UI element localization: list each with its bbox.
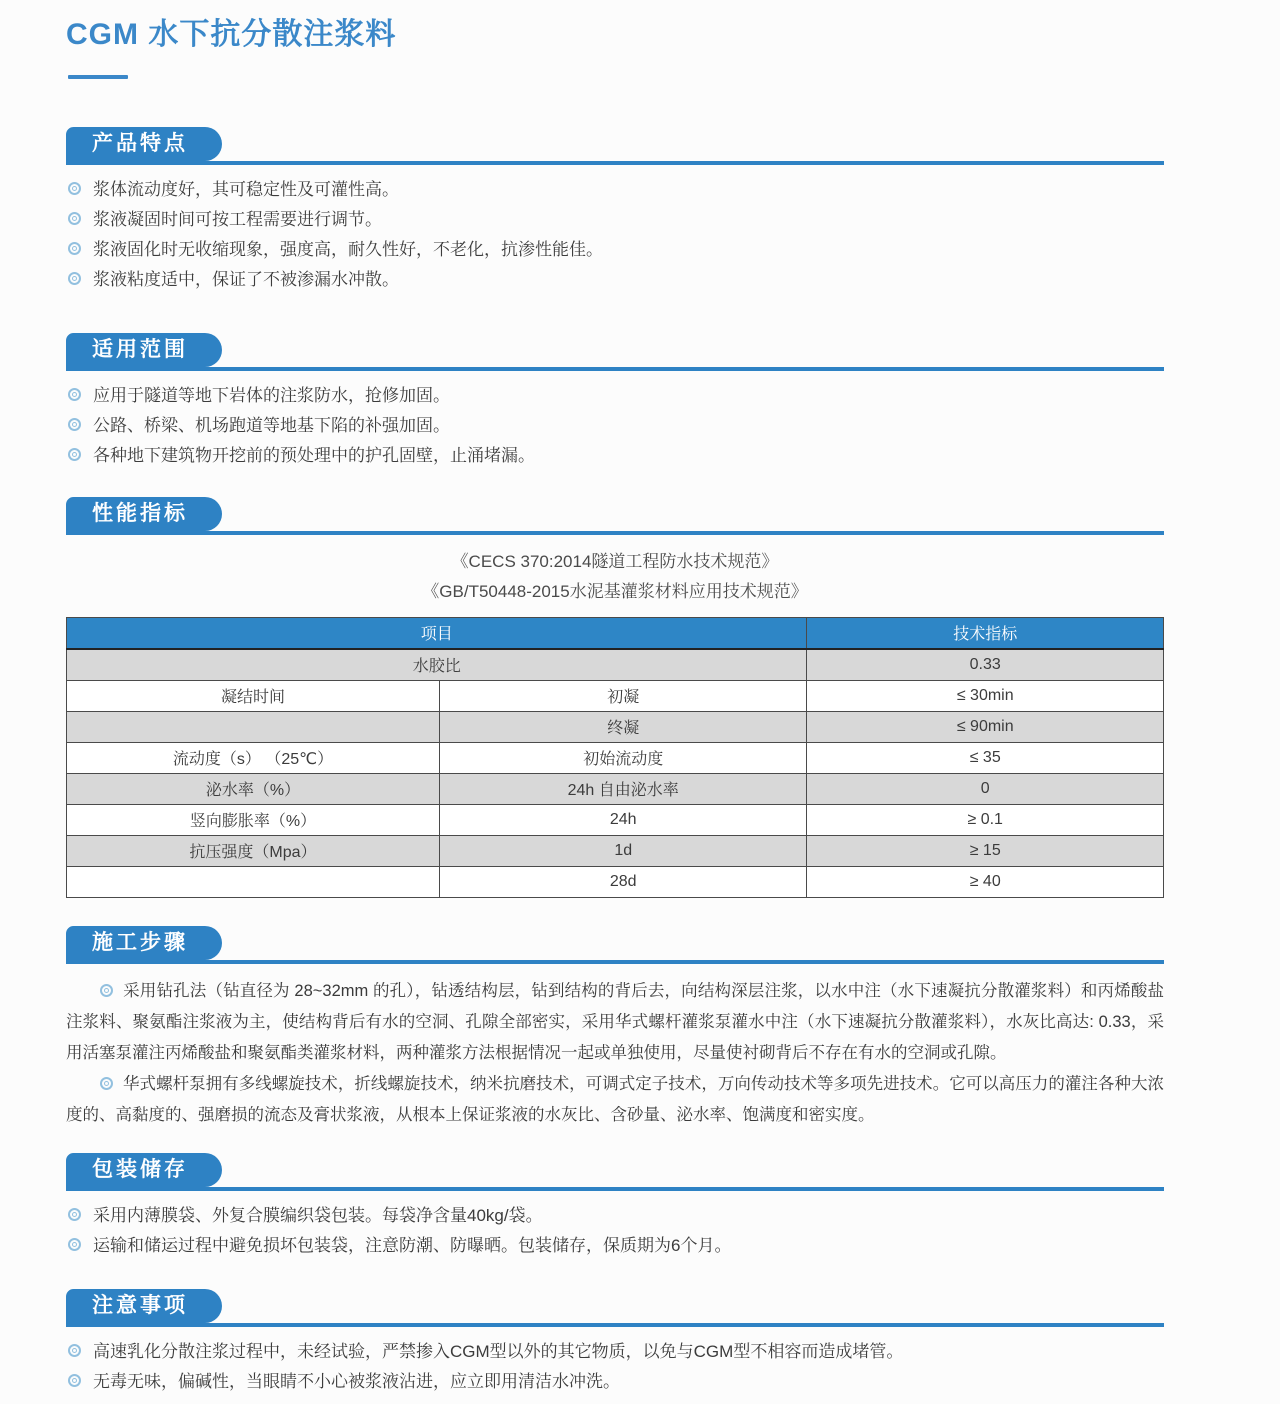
bullet-ring-icon — [100, 984, 113, 997]
table-cell: 初凝 — [439, 680, 806, 711]
table-cell: 终凝 — [439, 711, 806, 742]
list-item — [66, 205, 1164, 235]
table-row — [67, 742, 1164, 773]
list-item — [66, 411, 1164, 441]
list-item-text: 浆液固化时无收缩现象，强度高，耐久性好，不老化，抗渗性能佳。 — [93, 239, 603, 259]
list-item — [66, 1337, 1164, 1367]
table-cell: 24h 自由泌水率 — [439, 773, 806, 804]
table-row — [67, 866, 1164, 897]
construction-header-rule — [66, 926, 1164, 964]
table-cell — [67, 866, 440, 897]
performance-table — [66, 617, 1164, 898]
section-scope — [66, 333, 1164, 471]
list-item-text: 采用内薄膜袋、外复合膜编织袋包装。每袋净含量40kg/袋。 — [93, 1205, 543, 1225]
features-tab: 产品特点 — [66, 127, 222, 161]
table-cell: 凝结时间 — [67, 680, 440, 711]
page-title: CGM 水下抗分散注浆料 — [66, 18, 397, 51]
construction-paragraph: 采用钻孔法（钻直径为 28~32mm 的孔），钻透结构层，钻到结构的背后去，向结构深层注浆，以水中注（水下速凝抗分散灌浆料）和丙烯酸盐注浆料、聚氨酯注浆液为主，使结构背后有水的空洞、孔隙全部密实，采用华式螺杆灌浆泵灌水中注（水下速凝抗分散灌浆料），水灰比高达: 0.33，采用活塞泵灌注丙烯酸盐和聚氨酯类灌浆材料，两种灌浆方法根据情况一起或单独使用，尽量使衬砌背后不存在有水的空洞或孔隙。 — [66, 981, 1164, 1062]
table-cell: 竖向膨胀率（%） — [67, 804, 440, 835]
standard-reference: 《GB/T50448-2015水泥基灌浆材料应用技术规范》 — [422, 581, 808, 601]
bullet-ring-icon — [100, 1077, 113, 1090]
list-item-text: 浆液粘度适中，保证了不被渗漏水冲散。 — [93, 269, 399, 289]
list-item-text: 无毒无味，偏碱性，当眼睛不小心被浆液沾进，应立即用清洁水冲洗。 — [93, 1371, 620, 1391]
table-cell: ≥ 0.1 — [807, 804, 1164, 835]
bullet-ring-icon — [68, 1344, 81, 1357]
column-header-spec: 技术指标 — [807, 617, 1164, 649]
table-cell: 0 — [807, 773, 1164, 804]
performance-tab: 性能指标 — [66, 497, 222, 531]
section-features — [66, 127, 1164, 295]
doc-header — [66, 18, 1164, 79]
table-row — [67, 711, 1164, 742]
table-cell: 初始流动度 — [439, 742, 806, 773]
list-item — [66, 441, 1164, 471]
table-cell: 28d — [439, 866, 806, 897]
list-item-text: 应用于隧道等地下岩体的注浆防水，抢修加固。 — [93, 385, 450, 405]
standard-references — [66, 547, 1164, 607]
bullet-ring-icon — [68, 448, 81, 461]
list-item — [66, 381, 1164, 411]
table-cell: ≤ 35 — [807, 742, 1164, 773]
table-cell: ≥ 40 — [807, 866, 1164, 897]
list-item — [66, 1367, 1164, 1397]
table-cell — [67, 711, 440, 742]
list-item-text: 高速乳化分散注浆过程中，未经试验，严禁掺入CGM型以外的其它物质，以免与CGM型不相容而造成堵管。 — [93, 1341, 904, 1361]
bullet-ring-icon — [68, 1238, 81, 1251]
title-underline — [68, 75, 128, 79]
bullet-ring-icon — [68, 272, 81, 285]
table-cell: ≤ 30min — [807, 680, 1164, 711]
table-cell: ≥ 15 — [807, 835, 1164, 866]
construction-paragraphs — [66, 976, 1164, 1131]
scope-tab: 适用范围 — [66, 333, 222, 367]
precautions-list — [66, 1337, 1164, 1397]
table-cell: 0.33 — [807, 649, 1164, 680]
bullet-ring-icon — [68, 418, 81, 431]
section-performance — [66, 497, 1164, 898]
list-item — [66, 175, 1164, 205]
features-header-rule — [66, 127, 1164, 165]
table-row — [67, 680, 1164, 711]
construction-tab: 施工步骤 — [66, 926, 222, 960]
table-cell: 泌水率（%） — [67, 773, 440, 804]
table-cell: 24h — [439, 804, 806, 835]
packaging-tab: 包装储存 — [66, 1153, 222, 1187]
list-item-text: 各种地下建筑物开挖前的预处理中的护孔固壁，止涌堵漏。 — [93, 445, 535, 465]
bullet-ring-icon — [68, 388, 81, 401]
features-list — [66, 175, 1164, 295]
scope-list — [66, 381, 1164, 471]
list-item — [66, 1201, 1164, 1231]
bullet-ring-icon — [68, 212, 81, 225]
bullet-ring-icon — [68, 242, 81, 255]
section-construction — [66, 926, 1164, 1131]
bullet-ring-icon — [68, 1374, 81, 1387]
table-cell: 水胶比 — [67, 649, 807, 680]
list-item-text: 运输和储运过程中避免损坏包装袋，注意防潮、防曝晒。包装储存，保质期为6个月。 — [93, 1235, 732, 1255]
table-cell: 1d — [439, 835, 806, 866]
packaging-list — [66, 1201, 1164, 1261]
table-cell: 流动度（s） （25℃） — [67, 742, 440, 773]
scope-header-rule — [66, 333, 1164, 371]
list-item — [66, 265, 1164, 295]
section-packaging — [66, 1153, 1164, 1261]
list-item — [66, 1231, 1164, 1261]
table-row — [67, 804, 1164, 835]
precautions-header-rule — [66, 1289, 1164, 1327]
packaging-header-rule — [66, 1153, 1164, 1191]
standard-reference: 《CECS 370:2014隧道工程防水技术规范》 — [451, 551, 779, 571]
list-item-text: 公路、桥梁、机场跑道等地基下陷的补强加固。 — [93, 415, 450, 435]
bullet-ring-icon — [68, 182, 81, 195]
list-item — [66, 235, 1164, 265]
table-row — [67, 649, 1164, 680]
precautions-tab: 注意事项 — [66, 1289, 222, 1323]
list-item-text: 浆体流动度好，其可稳定性及可灌性高。 — [93, 179, 399, 199]
table-row — [67, 773, 1164, 804]
table-cell: 抗压强度（Mpa） — [67, 835, 440, 866]
construction-paragraph: 华式螺杆泵拥有多线螺旋技术，折线螺旋技术，纳米抗磨技术，可调式定子技术，万向传动技术等多项先进技术。它可以高压力的灌注各种大浓度的、高黏度的、强磨损的流态及膏状浆液，从根本上保证浆液的水灰比、含砂量、泌水率、饱满度和密实度。 — [66, 1074, 1164, 1124]
section-precautions — [66, 1289, 1164, 1397]
bullet-ring-icon — [68, 1208, 81, 1221]
performance-header-rule — [66, 497, 1164, 535]
table-header-row — [67, 617, 1164, 649]
table-row — [67, 835, 1164, 866]
column-header-item: 项目 — [67, 617, 807, 649]
table-cell: ≤ 90min — [807, 711, 1164, 742]
list-item-text: 浆液凝固时间可按工程需要进行调节。 — [93, 209, 382, 229]
